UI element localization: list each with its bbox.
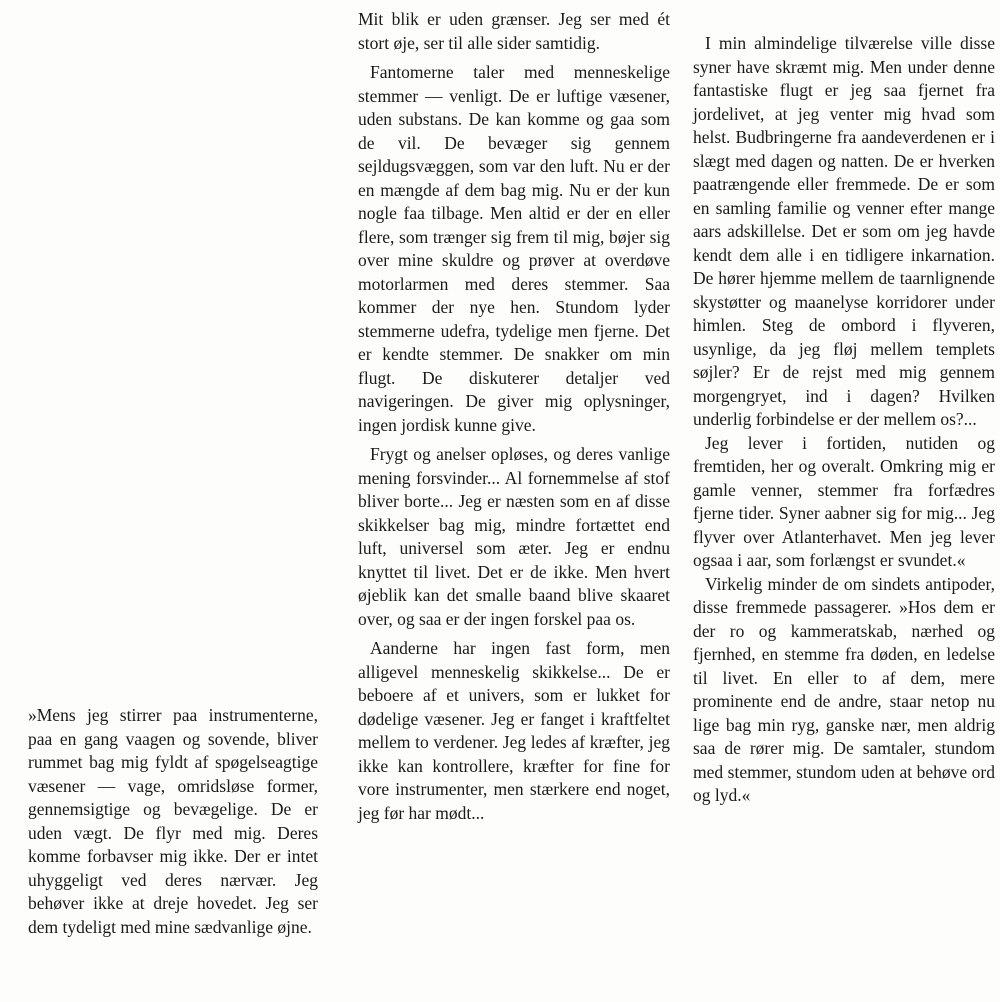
paragraph: Virkelig minder de om sindets antipoder, disse fremmede passagerer. »Hos dem er der ro og kammeratskab, nærhed og fjernhed, en stemme fra døden, en ledelse til livet. En eller to af dem, mere prominente end de andre, staar netop nu lige bag min ryg, ganske nær, men aldrig saa de rører mig. De samtaler, stundom med stemmer, stundom uden at behøve ord og lyd.« xyxy=(693,573,995,805)
paragraph: Jeg lever i fortiden, nutiden og fremtiden, her og overalt. Omkring mig er gamle venner, stemmer fra forfædres fjerne tider. Syner aabner sig for mig... Jeg flyver over Atlanterhavet. Men jeg lever ogsaa i aar, som forlængst er svundet.« xyxy=(693,432,995,570)
paragraph: Frygt og anelser opløses, og deres vanlige mening forsvinder... Al fornemmelse af stof bliver borte... Jeg er næsten som en af disse skikkelser bag mig, mindre fortættet end luft, universel som æter. Jeg er endnu knyttet til livet. Det er de ikke. Men hvert øjeblik kan det smalle baand blive skaaret over, og saa er der ingen forskel paa os. xyxy=(358,444,670,629)
paragraph: Fantomerne taler med menneskelige stemmer — venligt. De er luftige væsener, uden substans. De kan komme og gaa som de vil. De bevæger sig gennem sejldugsvæggen, som var den luft. Nu er der en mængde af dem bag mig. Nu er der kun nogle faa tilbage. Men altid er der en eller flere, som trænger sig frem til mig, bøjer sig over mine skuldre og prøver at overdøve motorlarmen med deres stemmer. Saa kommer der nye hen. Stundom lyder stemmerne udefra, tydelige men fjerne. Det er kendte stemmer. De snakker om min flugt. De diskuterer detaljer ved navigeringen. De giver mig oplysninger, ingen jordisk kunne give. xyxy=(358,62,670,435)
paragraph: I min almindelige tilværelse ville disse syner have skræmt mig. Men under denne fantastiske flugt er jeg saa fjernet fra jordelivet, at jeg venter mig hvad som helst. Budbringerne fra aandeverdenen er i slægt med dagen og natten. De er hverken paatrængende eller fremmede. De er som en samling familie og venner efter mange aars adskillelse. Det er som om jeg havde kendt dem alle i en tidligere inkarnation. De hører hjemme mellem de taarnlignende skystøtter og maanelyse korridorer under himlen. Steg de ombord i flyveren, usynlige, da jeg fløj mellem templets søjler? Er de rejst med mig gennem morgengryet, ind i dagen? Hvilken underlig forbindelse er der mellem os?... xyxy=(693,33,995,429)
text-column-left xyxy=(28,704,318,939)
paragraph: »Mens jeg stirrer paa instrumenterne, paa en gang vaagen og sovende, bliver rummet bag mig fyldt af spøgelseagtige væsener — vage, omridsløse former, gennemsigtige og bevægelige. De er uden vægt. De flyr med mig. Deres komme forbavser mig ikke. Der er intet uhyggeligt ved deres nærvær. Jeg behøver ikke at dreje hovedet. Jeg ser dem tydeligt med mine sædvanlige øjne. xyxy=(28,705,318,937)
paragraph: Aanderne har ingen fast form, men alligevel menneskelig skikkelse... De er beboere af et univers, som er lukket for dødelige væsener. Jeg er fanget i kraftfeltet mellem to verdener. Jeg ledes af kræfter, jeg ikke kan kontrollere, kræfter for fine for vore instrumenter, men stærkere end noget, jeg før har mødt... xyxy=(358,638,670,823)
text-column-middle xyxy=(358,8,670,825)
paragraph: Mit blik er uden grænser. Jeg ser med ét stort øje, ser til alle sider samtidig. xyxy=(358,9,670,53)
text-column-right xyxy=(693,32,995,808)
